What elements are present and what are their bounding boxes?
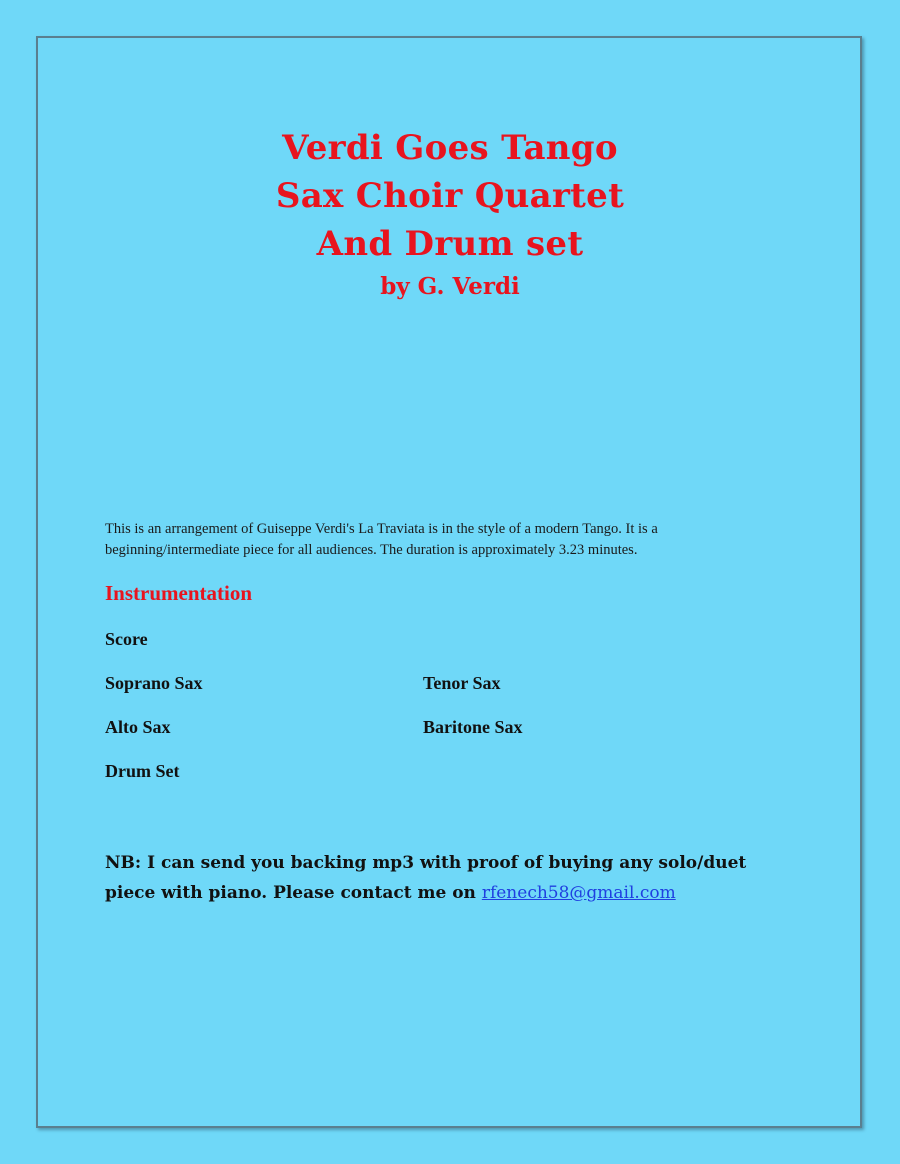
description-paragraph: [105, 519, 825, 561]
title-block: [0, 124, 900, 304]
instrument-soprano-sax: Soprano Sax: [105, 673, 203, 693]
instrument-score: Score: [105, 629, 148, 649]
title-line-2: Sax Choir Quartet: [275, 176, 625, 216]
instrumentation-heading: Instrumentation: [105, 581, 253, 605]
contact-note: [105, 848, 805, 908]
title-line-1: Verdi Goes Tango: [282, 128, 618, 168]
note-line-2: [105, 878, 805, 908]
description-line-1: This is an arrangement of Guiseppe Verdi's La Traviata is in the style of a modern Tango. It is a: [105, 521, 658, 537]
note-line-2-text: piece with piano. Please contact me on: [105, 883, 482, 903]
description-line-2: beginning/intermediate piece for all audiences. The duration is approximately 3.23 minutes.: [105, 542, 638, 558]
instrument-drum-set: Drum Set: [105, 761, 180, 781]
instrument-alto-sax: Alto Sax: [105, 717, 171, 737]
instrument-baritone-sax: Baritone Sax: [423, 717, 523, 737]
title-line-3: And Drum set: [316, 224, 584, 264]
instrument-tenor-sax: Tenor Sax: [423, 673, 501, 693]
note-line-1: NB: I can send you backing mp3 with proof of buying any solo/duet: [105, 853, 747, 873]
email-link[interactable]: rfenech58@gmail.com: [481, 883, 676, 903]
composer-byline: by G. Verdi: [380, 273, 520, 300]
